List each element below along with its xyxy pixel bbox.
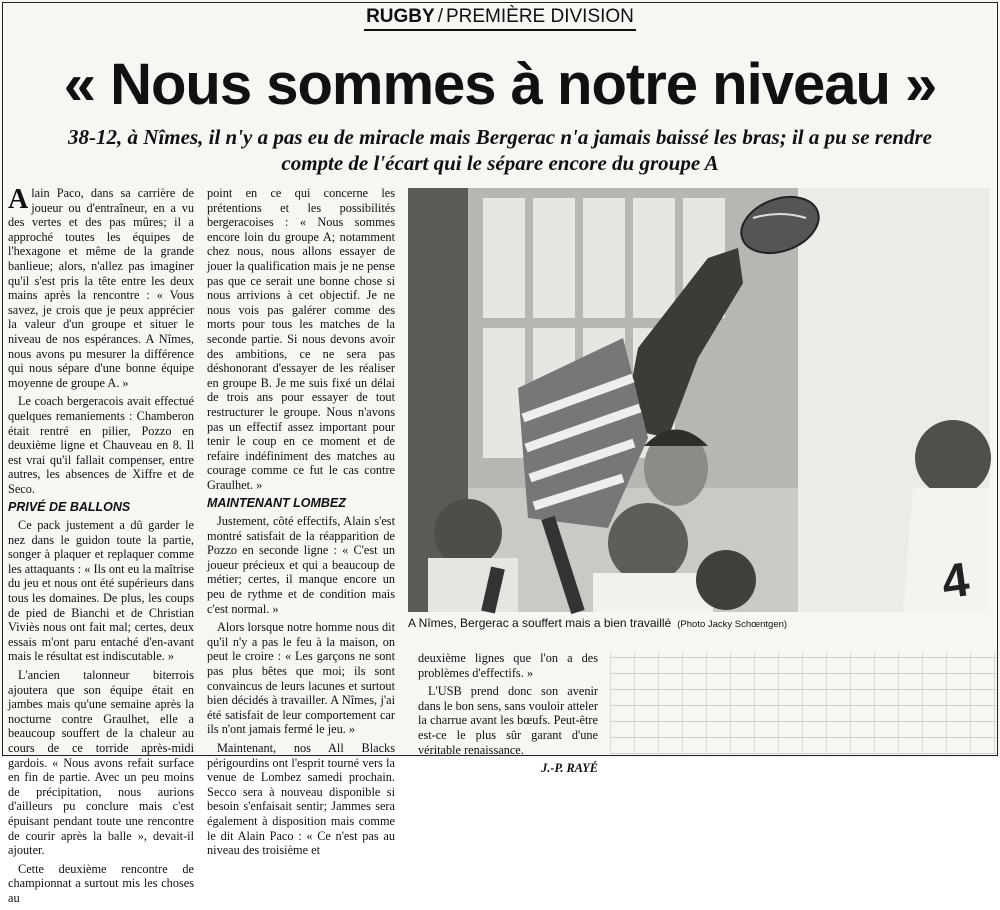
- paragraph: Maintenant, nos All Blacks périgourdins ont l'esprit tourné vers la venue de Lombez samedi prochain. Secco sera à nouveau disponible si besoin s'enfaisait sentir; Jammes sera également à disposition mais comme le dit Alain Paco : « Ce n'est pas au niveau des troisième et: [207, 740, 395, 858]
- photo-caption: [408, 616, 998, 630]
- paragraph: Alors lorsque notre homme nous dit qu'il n'y a pas le feu à la maison, on peut le croire : « Les garçons ne sont pas plus bêtes que moi; ils sont convaincus de leurs lacunes et surtout bien décidés à travailler. A Nîmes, j'ai été satisfait de leur comportement car ils n'ont jamais fermé le jeu. »: [207, 620, 395, 737]
- section-kicker: [0, 6, 1000, 31]
- article-headline: « Nous sommes à notre niveau »: [63, 52, 937, 117]
- paragraph: point en ce qui concerne les prétentions et les possibilités bergeracoises : « Nous sommes encore loin du groupe A; notamment chez nous, nous allons essayer de jouer la qualification mais je ne pense pas que ce serait une bonne chose si nous arrivions à cet objectif. Je ne nous vois pas galérer comme des morts pour tous les matches de la seconde partie. Si nous devons avoir des ambitions, ce ne sera pas déshonorant d'essayer de les réaliser en groupe B. Je me suis fixé un délai de trois ans pour essayer de tout restructurer le groupe. Nous n'avons pas un effectif assez important pour tenir le coup en ce moment et de refaire indéfiniment des matches au courage comme ce fut le cas contre Graulhet. »: [207, 186, 395, 492]
- paragraph: Le coach bergeracois avait effectué quelques remaniements : Chamberon était rentré en pilier, Pozzo en deuxième ligne et Chauveau en 8. Il est vrai qu'il fallait compenser, entre autres, les absences de Xiffre et de Seco.: [8, 394, 194, 496]
- article-subhead: [0, 124, 1000, 176]
- section-label: RUGBY: [366, 6, 435, 27]
- article-column-2: [207, 186, 395, 862]
- caption-text: A Nîmes, Bergerac a souffert mais a bien travaillé: [408, 616, 672, 630]
- svg-text:4: 4: [938, 553, 973, 610]
- paragraph: Cette deuxième rencontre de championnat a surtout mis les choses au: [8, 861, 194, 905]
- column-subheading: PRIVÉ DE BALLONS: [8, 500, 131, 515]
- subhead-line-1: 38-12, à Nîmes, il n'y a pas eu de miracle mais Bergerac n'a jamais baissé les bras; il a pu se rendre: [68, 125, 932, 149]
- paragraph: L'ancien talonneur biterrois ajoutera que son équipe était en jambes mais qu'une semaine après la nocturne contre Graulhet, elle a beaucoup souffert de la chaleur au cours de ce torride après-midi gardois. « Nous avons refait surface en fin de partie. Avec un peu moins de précipitation, nous aurions d'ailleurs pu conclure mais c'est épuisant pendant toute une rencontre de courir après la balle », devait-il ajouter.: [8, 668, 194, 858]
- paragraph: deuxième lignes que l'on a des problèmes d'effectifs. »: [418, 651, 598, 680]
- division-label: PREMIÈRE DIVISION: [445, 6, 634, 27]
- paragraph: Alain Paco, dans sa carrière de joueur ou d'entraîneur, en a vu des vertes et des pas mûres; il a approché toutes les équipes de l'hexagone et même de la grande banlieue; alors, n'allez pas imaginer qu'il s'est pris la tête entre les deux mains après la rencontre : « Vous savez, je crois que je peux apprécier la valeur d'un groupe et situer le niveau de nos espérances. A Nîmes, nous avons pu mesurer la différence qui nous sépare d'une bonne équipe moyenne de groupe A. »: [8, 184, 194, 390]
- subhead-line-2: compte de l'écart qui le sépare encore du groupe A: [281, 151, 719, 175]
- paragraph: L'USB prend donc son avenir dans le bon sens, sans vouloir atteler la charrue avant les bœufs. Peut-être est-ce le plus sûr garant d'une véritable renaissance.: [418, 684, 598, 757]
- column-subheading: MAINTENANT LOMBEZ: [207, 496, 346, 511]
- paragraph: Ce pack justement a dû garder le nez dans le guidon toute la partie, songer à plaquer et replaquer comme les attaquants : « Ils ont eu la maîtrise du jeu et nous ont été supérieurs dans tous les domaines. De plus, les coups de pied de Bianchi et de Christian Viviès nous ont fait mal; certes, deux essais m'ont paru entaché d'en-avant mais le résultat est indiscutable. »: [8, 518, 194, 664]
- blank-grid-area: [610, 651, 996, 754]
- drop-cap: A: [8, 184, 29, 215]
- paragraph: Justement, côté effectifs, Alain s'est montré satisfait de la réapparition de Pozzo en seconde ligne : « C'est un joueur précieux et qui a beaucoup de métier; certes, il manque encore un peu de rythme et de condition mais c'est normal. »: [207, 514, 395, 616]
- article-column-1: [8, 186, 194, 910]
- author-signature: J.-P. RAYÉ: [541, 761, 598, 776]
- article-column-3: [418, 651, 598, 776]
- kicker-separator: /: [437, 6, 443, 27]
- lineout-photo: [408, 188, 990, 612]
- photo-credit: (Photo Jacky Schœntgen): [677, 619, 788, 630]
